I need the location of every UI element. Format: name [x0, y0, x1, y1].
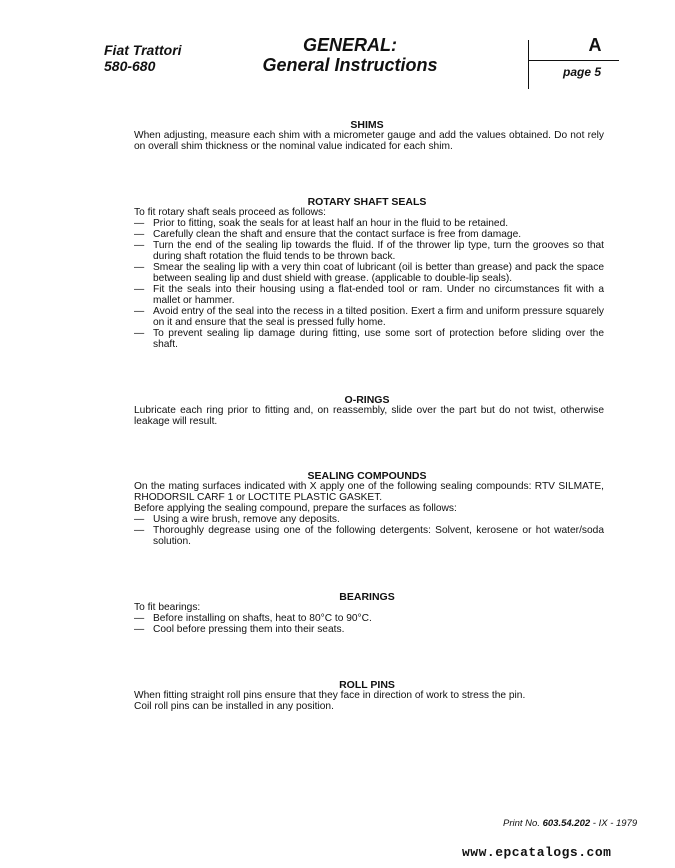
section-heading-sealing-compounds: SEALING COMPOUNDS [307, 470, 427, 482]
list-item: — Smear the sealing lip with a very thin coat of lubricant (oil is better than grease) and pack the space between sealing lip and dust shield with grease. (applicable to double-lip seals). [134, 262, 604, 284]
bearings-intro: To fit bearings: [134, 602, 201, 613]
list-item: — Carefully clean the shaft and ensure that the contact surface is free from damage. [134, 229, 604, 240]
list-item: — To prevent sealing lip damage during fitting, use some sort of protection before sliding over the shaft. [134, 328, 604, 350]
section-heading-bearings: BEARINGS [339, 591, 395, 603]
page-subtitle: General Instructions [262, 55, 438, 75]
page-title: GENERAL: [303, 35, 397, 55]
print-label: Print No. [503, 818, 540, 829]
list-item: — Turn the end of the sealing lip towards the fluid. If of the thrower lip type, turn the grooves so that during shaft rotation the fluid tends to be thrown back. [134, 240, 604, 262]
header-divider-horizontal [528, 60, 619, 61]
section-heading-o-rings: O-RINGS [344, 394, 390, 406]
sealing-compounds-list [134, 514, 604, 547]
section-letter: A [588, 35, 602, 55]
section-heading-rotary-shaft-seals: ROTARY SHAFT SEALS [307, 196, 427, 208]
print-number [503, 818, 637, 829]
header-divider-vertical [528, 40, 529, 89]
list-item: — Before installing on shafts, heat to 80°C to 90°C. [134, 613, 604, 624]
list-item: — Fit the seals into their housing using a flat-ended tool or ram. Under no circumstances fit with a mallet or hammer. [134, 284, 604, 306]
sealing-compounds-text: On the mating surfaces indicated with X apply one of the following sealing compounds: RTV SILMATE, RHODORSIL CARF 1 or LOCTITE PLASTIC GASKET. [134, 481, 604, 503]
list-item: — Avoid entry of the seal into the recess in a tilted position. Exert a firm and uniform pressure squarely on it and ensure that the seal is pressed fully home. [134, 306, 604, 328]
bearings-list [134, 613, 604, 635]
list-item: — Using a wire brush, remove any deposits. [134, 514, 604, 525]
print-suffix: - IX - 1979 [592, 818, 638, 829]
list-item: — Prior to fitting, soak the seals for at least half an hour in the fluid to be retained. [134, 218, 604, 229]
list-item: — Cool before pressing them into their seats. [134, 624, 604, 635]
rotary-seals-intro: To fit rotary shaft seals proceed as follows: [134, 207, 326, 218]
rotary-seals-list [134, 218, 604, 350]
page-number: page 5 [563, 65, 602, 79]
roll-pins-text-2: Coil roll pins can be installed in any position. [134, 701, 334, 712]
roll-pins-text: When fitting straight roll pins ensure that they face in direction of work to stress the pin. [134, 690, 526, 701]
print-code: 603.54.202 [542, 818, 591, 829]
section-heading-shims: SHIMS [350, 119, 384, 131]
list-item: — Thoroughly degrease using one of the following detergents: Solvent, kerosene or hot water/soda solution. [134, 525, 604, 547]
section-heading-roll-pins: ROLL PINS [339, 679, 395, 691]
shims-text: When adjusting, measure each shim with a micrometer gauge and add the values obtained. Do not rely on overall shim thickness or the nominal value indicated for each shim. [134, 130, 604, 152]
brand-name: Fiat Trattori [104, 42, 182, 58]
watermark: www.epcatalogs.com [462, 845, 612, 860]
o-rings-text: Lubricate each ring prior to fitting and, on reassembly, slide over the part but do not twist, otherwise leakage will result. [134, 405, 604, 427]
model-number: 580-680 [104, 58, 156, 74]
sealing-compounds-prep: Before applying the sealing compound, prepare the surfaces as follows: [134, 503, 457, 514]
